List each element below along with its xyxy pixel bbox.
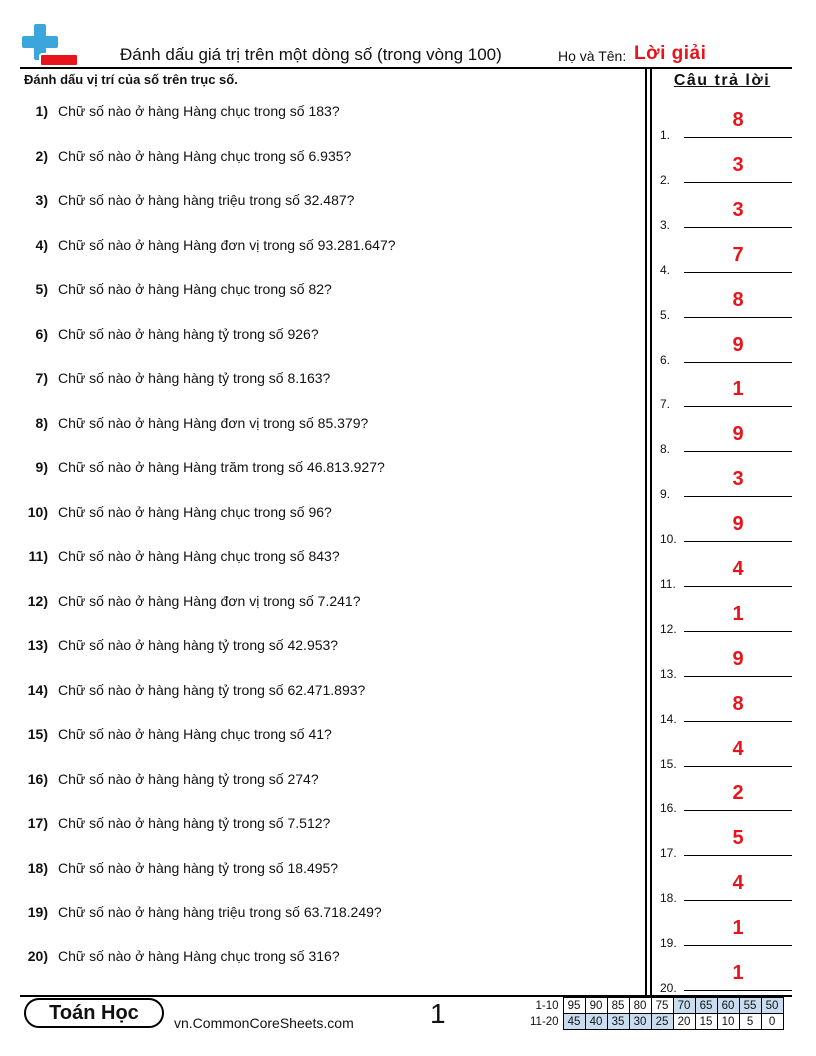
question-text: Chữ số nào ở hàng Hàng đơn vị trong số 7.241? [58, 593, 361, 609]
answer-number: 9. [660, 487, 671, 501]
answer-number: 10. [660, 532, 677, 546]
answer-number: 8. [660, 442, 671, 456]
question-text: Chữ số nào ở hàng hàng tỷ trong số 7.512? [58, 815, 331, 831]
answer-value: 3 [732, 154, 744, 176]
answer-item [660, 243, 792, 277]
question-number: 3) [35, 192, 48, 208]
answer-value: 3 [732, 199, 744, 221]
answer-line [684, 855, 792, 856]
answer-line [684, 496, 792, 497]
score-row [528, 1014, 783, 1030]
answer-item [660, 737, 792, 771]
answer-line [684, 631, 792, 632]
score-cell: 85 [607, 998, 629, 1014]
answer-line [684, 406, 792, 407]
site-url: vn.CommonCoreSheets.com [174, 1015, 354, 1031]
instructions: Đánh dấu vị trí của số trên trục số. [24, 72, 238, 87]
question-number: 17) [27, 815, 48, 831]
answer-value: 5 [732, 827, 744, 849]
question-number: 19) [27, 904, 48, 920]
question-number: 20) [27, 948, 48, 964]
question-number: 1) [35, 103, 48, 119]
answer-number: 17. [660, 846, 677, 860]
answer-value: 1 [732, 962, 744, 984]
question-number: 4) [35, 237, 48, 253]
score-cell: 0 [761, 1014, 783, 1030]
column-divider [650, 68, 652, 996]
answer-line [684, 451, 792, 452]
question-text: Chữ số nào ở hàng Hàng chục trong số 41? [58, 726, 332, 742]
answer-line [684, 766, 792, 767]
answer-value: 8 [732, 109, 744, 131]
score-row-label: 11-20 [530, 1015, 559, 1028]
answer-number: 4. [660, 263, 671, 277]
score-cell: 40 [585, 1014, 607, 1030]
score-cell: 50 [761, 998, 783, 1014]
answer-item [660, 557, 792, 591]
answer-item [660, 916, 792, 950]
answer-value: 7 [732, 244, 744, 266]
answer-item [660, 781, 792, 815]
question-number: 12) [27, 593, 48, 609]
question-number: 16) [27, 771, 48, 787]
answer-line [684, 721, 792, 722]
score-cell: 10 [717, 1014, 739, 1030]
answer-value: 4 [732, 872, 744, 894]
question-number: 13) [27, 637, 48, 653]
answer-line [684, 272, 792, 273]
answer-value: 1 [732, 917, 744, 939]
score-cell: 65 [695, 998, 717, 1014]
answer-item [660, 871, 792, 905]
answer-line [684, 676, 792, 677]
score-cell: 15 [695, 1014, 717, 1030]
answer-line [684, 990, 792, 991]
score-cell: 80 [629, 998, 651, 1014]
answer-item [660, 512, 792, 546]
answer-value: 9 [732, 648, 744, 670]
answer-number: 15. [660, 757, 677, 771]
question-text: Chữ số nào ở hàng hàng triệu trong số 32.487? [58, 192, 355, 208]
question-number: 5) [35, 281, 48, 297]
question-text: Chữ số nào ở hàng hàng tỷ trong số 42.953? [58, 637, 339, 653]
score-table [528, 997, 784, 1030]
score-cell: 75 [651, 998, 673, 1014]
score-cell: 20 [673, 1014, 695, 1030]
answer-number: 6. [660, 353, 671, 367]
answer-line [684, 586, 792, 587]
answer-line [684, 362, 792, 363]
name-value: Lời giải [634, 43, 707, 64]
answer-item [660, 333, 792, 367]
answer-value: 1 [732, 603, 744, 625]
score-cell: 5 [739, 1014, 761, 1030]
question-number: 11) [28, 548, 48, 564]
question-number: 2) [35, 148, 48, 164]
answer-number: 20. [660, 981, 677, 995]
brand-badge: Toán Học [24, 998, 164, 1028]
answers-title: Câu trả lời [673, 72, 771, 89]
answer-item [660, 422, 792, 456]
answer-value: 9 [732, 513, 744, 535]
answer-value: 8 [732, 693, 744, 715]
answer-number: 2. [660, 173, 671, 187]
plus-minus-logo-icon [22, 22, 78, 70]
question-number: 8) [35, 415, 48, 431]
page-number: 1 [430, 998, 446, 1029]
question-text: Chữ số nào ở hàng Hàng đơn vị trong số 93.281.647? [58, 237, 396, 253]
question-text: Chữ số nào ở hàng hàng tỷ trong số 274? [58, 771, 319, 787]
answer-value: 1 [732, 378, 744, 400]
answer-line [684, 945, 792, 946]
question-text: Chữ số nào ở hàng Hàng chục trong số 183? [58, 103, 340, 119]
score-cell: 90 [585, 998, 607, 1014]
question-number: 7) [35, 370, 48, 386]
answer-item [660, 108, 792, 142]
answer-item [660, 647, 792, 681]
column-divider [645, 68, 647, 996]
answer-number: 18. [660, 891, 677, 905]
header-divider [20, 67, 792, 69]
answer-line [684, 317, 792, 318]
score-cell: 30 [629, 1014, 651, 1030]
score-cell: 70 [673, 998, 695, 1014]
question-text: Chữ số nào ở hàng Hàng chục trong số 316? [58, 948, 340, 964]
answer-item [660, 288, 792, 322]
question-text: Chữ số nào ở hàng Hàng trăm trong số 46.813.927? [58, 459, 385, 475]
answer-number: 12. [660, 622, 677, 636]
score-row [528, 998, 783, 1014]
answer-number: 19. [660, 936, 677, 950]
answer-line [684, 541, 792, 542]
score-cell: 35 [607, 1014, 629, 1030]
score-row-label: 1-10 [535, 999, 559, 1012]
question-text: Chữ số nào ở hàng hàng tỷ trong số 18.495? [58, 860, 339, 876]
answer-number: 3. [660, 218, 671, 232]
answer-line [684, 182, 792, 183]
answer-item [660, 198, 792, 232]
question-number: 6) [35, 326, 48, 342]
question-text: Chữ số nào ở hàng Hàng chục trong số 6.935? [58, 148, 352, 164]
answer-number: 5. [660, 308, 671, 322]
answer-line [684, 137, 792, 138]
answer-number: 1. [660, 128, 671, 142]
answer-number: 14. [660, 712, 677, 726]
question-text: Chữ số nào ở hàng hàng tỷ trong số 8.163? [58, 370, 331, 386]
answer-number: 16. [660, 801, 677, 815]
answer-item [660, 602, 792, 636]
answer-value: 2 [732, 782, 744, 804]
answer-item [660, 377, 792, 411]
question-number: 14) [27, 682, 48, 698]
question-number: 15) [27, 726, 48, 742]
question-number: 9) [35, 459, 48, 475]
question-text: Chữ số nào ở hàng Hàng chục trong số 843? [58, 548, 340, 564]
question-text: Chữ số nào ở hàng hàng tỷ trong số 926? [58, 326, 319, 342]
score-cell: 60 [717, 998, 739, 1014]
answer-item [660, 826, 792, 860]
question-number: 18) [27, 860, 48, 876]
score-cell: 55 [739, 998, 761, 1014]
question-text: Chữ số nào ở hàng Hàng chục trong số 96? [58, 504, 332, 520]
question-text: Chữ số nào ở hàng Hàng chục trong số 82? [58, 281, 332, 297]
answer-value: 8 [732, 289, 744, 311]
question-number: 10) [27, 504, 48, 520]
score-cell: 45 [563, 1014, 585, 1030]
question-text: Chữ số nào ở hàng hàng tỷ trong số 62.471.893? [58, 682, 366, 698]
answer-number: 7. [660, 397, 671, 411]
answer-number: 13. [660, 667, 677, 681]
answer-value: 4 [732, 558, 744, 580]
name-label: Họ và Tên: [558, 48, 627, 64]
answer-line [684, 810, 792, 811]
answer-value: 9 [732, 423, 744, 445]
question-text: Chữ số nào ở hàng hàng triệu trong số 63.718.249? [58, 904, 382, 920]
score-cell: 95 [563, 998, 585, 1014]
answer-value: 9 [732, 334, 744, 356]
worksheet-title: Đánh dấu giá trị trên một dòng số (trong vòng 100) [120, 45, 502, 64]
answer-number: 11. [660, 577, 676, 591]
answer-line [684, 900, 792, 901]
answer-item [660, 692, 792, 726]
answer-line [684, 227, 792, 228]
answer-item [660, 961, 792, 995]
score-cell: 25 [651, 1014, 673, 1030]
answer-value: 4 [732, 738, 744, 760]
answer-value: 3 [732, 468, 744, 490]
answer-item [660, 467, 792, 501]
question-text: Chữ số nào ở hàng Hàng đơn vị trong số 85.379? [58, 415, 369, 431]
answer-item [660, 153, 792, 187]
